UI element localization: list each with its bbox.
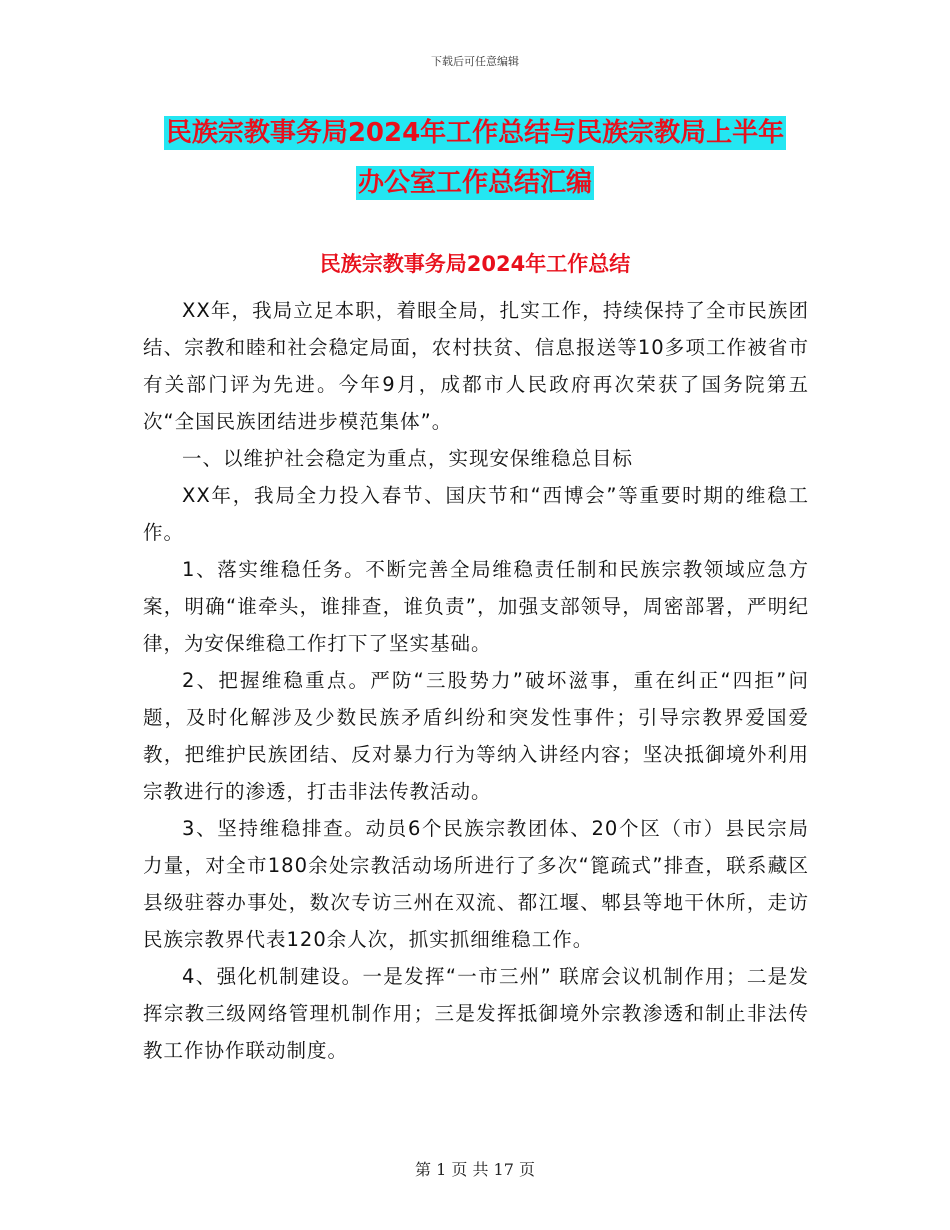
- paragraph: XX年，我局全力投入春节、国庆节和“西博会”等重要时期的维稳工作。: [143, 484, 809, 544]
- document-title: [0, 108, 950, 208]
- paragraph: 1、落实维稳任务。不断完善全局维稳责任制和民族宗教领域应急方案，明确“谁牵头，谁排查，谁负责”，加强支部领导，周密部署，严明纪律，为安保维稳工作打下了坚实基础。: [143, 558, 809, 655]
- title-line-1: 民族宗教事务局2024年工作总结与民族宗教局上半年: [165, 118, 785, 148]
- section-title: 民族宗教事务局2024年工作总结: [319, 252, 631, 276]
- paragraph: 一、以维护社会稳定为重点，实现安保维稳总目标: [182, 447, 634, 470]
- body-text: [143, 292, 809, 1069]
- page-footer: 第 1 页 共 17 页: [415, 1160, 535, 1179]
- title-line-2: 办公室工作总结汇编: [357, 168, 592, 198]
- page-header: 下载后可任意编辑: [431, 55, 519, 68]
- paragraph: 4、强化机制建设。一是发挥“一市三州” 联席会议机制作用；二是发挥宗教三级网络管理机制作用；三是发挥抵御境外宗教渗透和制止非法传教工作协作联动制度。: [143, 965, 809, 1062]
- paragraph: XX年，我局立足本职，着眼全局，扎实工作，持续保持了全市民族团结、宗教和睦和社会稳定局面，农村扶贫、信息报送等10多项工作被省市有关部门评为先进。今年9月，成都市人民政府再次荣获了国务院第五次“全国民族团结进步模范集体”。: [143, 299, 809, 433]
- paragraph: 2、把握维稳重点。严防“三股势力”破坏滋事，重在纠正“四拒”问题，及时化解涉及少数民族矛盾纠纷和突发性事件；引导宗教界爱国爱教，把维护民族团结、反对暴力行为等纳入讲经内容；坚决抵御境外利用宗教进行的渗透，打击非法传教活动。: [143, 669, 809, 803]
- paragraph: 3、坚持维稳排查。动员6个民族宗教团体、20个区（市）县民宗局力量，对全市180余处宗教活动场所进行了多次“篦疏式”排查，联系藏区县级驻蓉办事处，数次专访三州在双流、都江堰、郫县等地干休所，走访民族宗教界代表120余人次，抓实抓细维稳工作。: [143, 817, 809, 951]
